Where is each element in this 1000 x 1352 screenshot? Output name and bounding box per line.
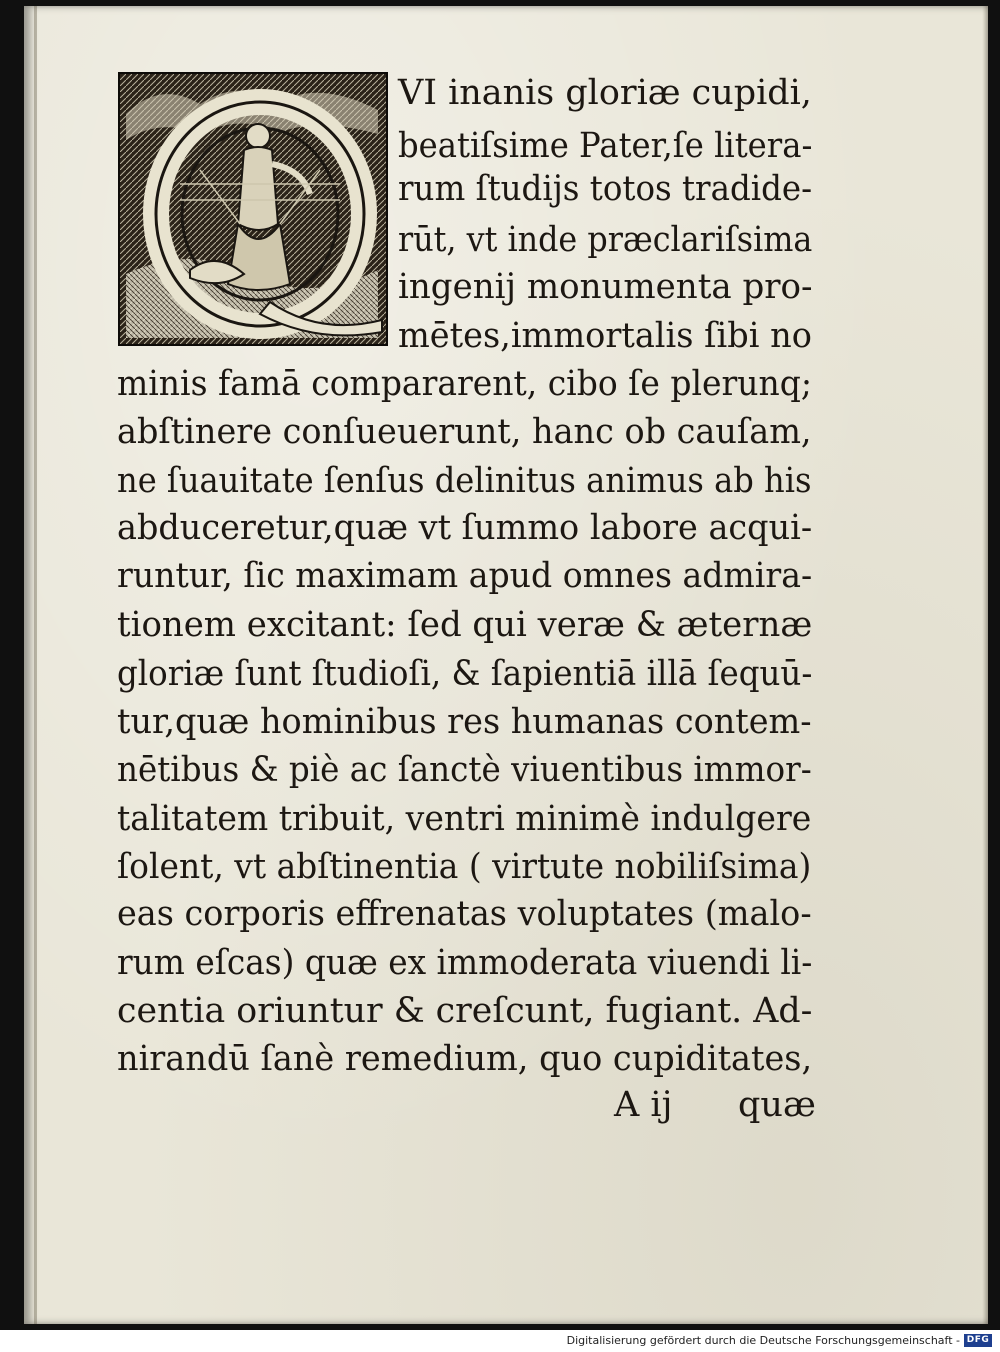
text-line: centia oriuntur & creſcunt, fugiant. Ad-	[117, 991, 813, 1031]
text-line: rum ſtudijs totos tradide-	[398, 169, 813, 209]
text-line: abſtinere conſueuerunt, hanc ob cauſam,	[117, 412, 812, 452]
text-line: mētes,immortalis ſibi no	[398, 316, 812, 356]
footer-bar	[0, 1330, 1000, 1352]
catchword: quæ	[738, 1085, 816, 1125]
text-line: nētibus & piè ac ſanctè viuentibus immor-	[117, 750, 812, 790]
page-edge	[982, 6, 988, 1324]
text-line: eas corporis effrenatas voluptates (malo-	[117, 894, 812, 934]
text-line: ſolent, vt abſtinentia ( virtute nobiliſsima)	[117, 847, 812, 887]
text-line: talitatem tribuit, ventri minimè indulgere	[117, 799, 812, 839]
footer-credit: Digitalisierung gefördert durch die Deutsche Forschungsgemeinschaft -	[566, 1334, 960, 1347]
gutter-shadow	[34, 6, 37, 1324]
text-line: tionem excitant: ſed qui veræ & æternæ	[117, 605, 813, 645]
text-line: rum eſcas) quæ ex immoderata viuendi li-	[117, 943, 813, 983]
text-line: ne ſuauitate ſenſus delinitus animus ab his	[117, 461, 812, 501]
text-line: runtur, ſic maximam apud omnes admira-	[117, 556, 813, 596]
text-line: rūt, vt inde præclariſsima	[398, 220, 813, 260]
signature-mark: A ij	[614, 1085, 673, 1125]
text-line: beatiſsime Pater,ſe litera-	[398, 126, 813, 166]
text-line: abduceretur,quæ vt ſummo labore acqui-	[117, 508, 813, 548]
text-line: VI inanis gloriæ cupidi,	[398, 73, 812, 113]
text-line: minis famā compararent, cibo ſe plerunq;	[117, 364, 812, 404]
text-line: ingenij monumenta pro-	[398, 267, 813, 307]
text-line: nirandū ſanè remedium, quo cupiditates,	[117, 1039, 813, 1079]
text-line: gloriæ ſunt ſtudioſi, & ſapientiā illā ſequū-	[117, 654, 813, 694]
dfg-logo-icon: DFG	[964, 1334, 992, 1347]
text-line: tur,quæ hominibus res humanas contem-	[117, 702, 812, 742]
decorated-initial-q-icon	[118, 72, 388, 346]
